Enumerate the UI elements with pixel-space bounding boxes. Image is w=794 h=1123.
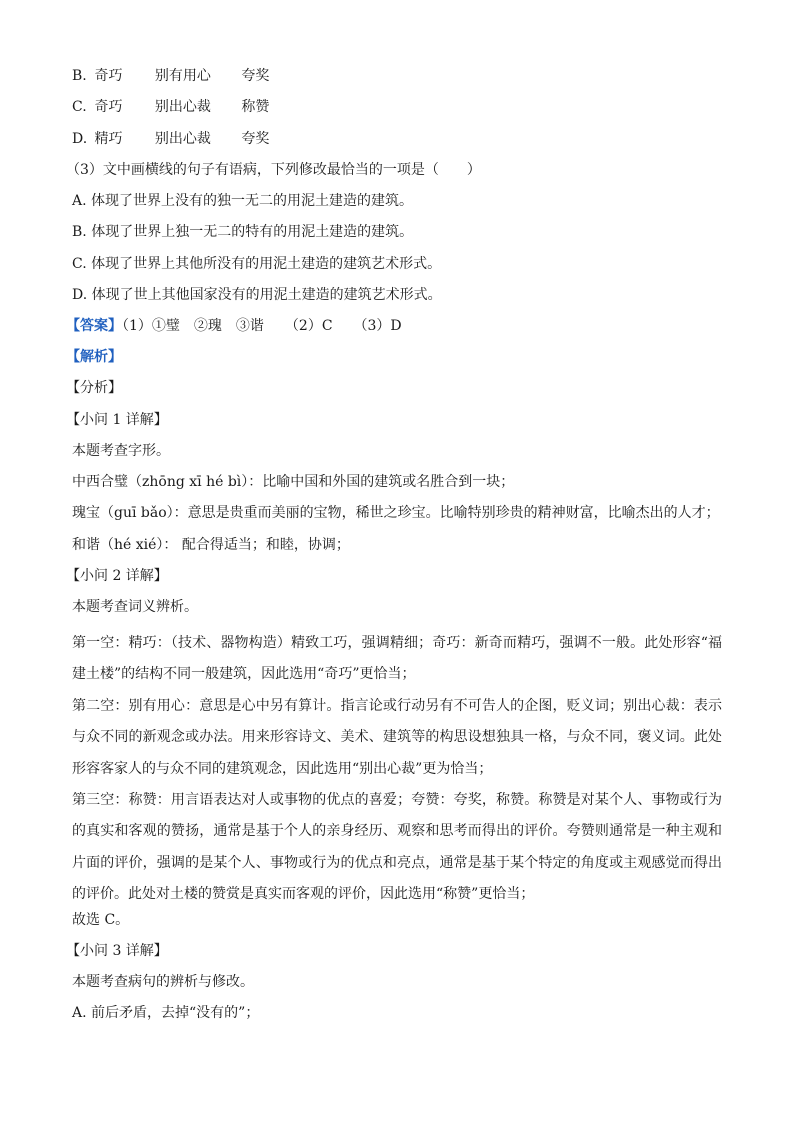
sub3-option-a: A. 前后矛盾，去掉“没有的”；	[72, 1005, 260, 1021]
question-3-stem: （3）文中画横线的句子有语病，下列修改最恰当的一项是（ ）	[66, 162, 481, 178]
option-word-1: 奇巧	[94, 68, 123, 84]
option-word-1: 奇巧	[94, 99, 123, 115]
option-word-2: 别出心裁	[154, 131, 211, 147]
sub3-heading: 【小问 3 详解】	[66, 943, 168, 959]
sub3-intro: 本题考查病句的辨析与修改。	[72, 974, 254, 990]
answer-tag: 【答案】	[66, 318, 122, 334]
option-letter: B.	[72, 68, 87, 84]
fenxi-heading: 【分析】	[66, 380, 122, 396]
sub2-intro: 本题考查词义辨析。	[72, 599, 198, 615]
sub1-heading: 【小问 1 详解】	[66, 412, 168, 428]
option-word-1: 精巧	[94, 131, 123, 147]
sub2-heading: 【小问 2 详解】	[66, 568, 168, 584]
sub1-line-1: 中西合璧（zhōng xī hé bì）：比喻中国和外国的建筑或名胜合到一块；	[72, 474, 515, 490]
q3-option-a: A. 体现了世界上没有的独一无二的用泥土建造的建筑。	[72, 193, 414, 209]
option-word-3: 夸奖	[241, 68, 270, 84]
sub1-line-3: 和谐（hé xié）： 配合得适当；和睦，协调；	[72, 537, 350, 553]
sub2-conclusion: 故选 C。	[72, 912, 130, 928]
sub2-paragraph-3: 第三空：称赞：用言语表达对人或事物的优点的喜爱；夸赞：夸奖，称赞。称赞是对某个人、事物或行为的真实和客观的赞扬，通常是基于个人的亲身经历、观察和思考而得出的评价。夸赞则通常是一种主观和片面的评价，强调的是某个人、事物或行为的优点和亮点，通常是基于某个特定的角度或主观感觉而得出的评价。此处对土楼的赞赏是真实而客观的评价，因此选用“称赞”更恰当；	[72, 792, 722, 902]
q3-option-d: D. 体现了世上其他国家没有的用泥土建造的建筑艺术形式。	[72, 287, 442, 303]
sub1-line-2: 瑰宝（guī bǎo）：意思是贵重而美丽的宝物，稀世之珍宝。比喻特别珍贵的精神财富，比喻杰出的人才；	[72, 505, 720, 521]
option-letter: C.	[72, 99, 87, 115]
q3-option-b: B. 体现了世界上独一无二的特有的用泥土建造的建筑。	[72, 224, 414, 240]
answer-text: （1）①璧 ②瑰 ③谐 （2）C （3）D	[122, 318, 402, 334]
sub2-paragraph-1: 第一空：精巧：（技术、器物构造）精致工巧，强调精细；奇巧：新奇而精巧，强调不一般。此处形容“福建土楼”的结构不同一般建筑，因此选用“奇巧”更恰当；	[72, 635, 722, 683]
option-b-q2	[72, 66, 722, 86]
q3-option-c: C. 体现了世界上其他所没有的用泥土建造的建筑艺术形式。	[72, 256, 442, 272]
answer-line	[66, 316, 716, 336]
jiexi-heading: 【解析】	[66, 349, 122, 365]
option-word-3: 称赞	[241, 99, 270, 115]
option-d-q2	[72, 129, 722, 149]
sub2-paragraph-2: 第二空：别有用心：意思是心中另有算计。指言论或行动另有不可告人的企图，贬义词；别出心裁：表示与众不同的新观念或办法。用来形容诗文、美术、建筑等的构思设想独具一格，与众不同，褒义词。此处形容客家人的与众不同的建筑观念，因此选用“别出心裁”更为恰当；	[72, 698, 722, 777]
sub1-intro: 本题考查字形。	[72, 443, 170, 459]
option-word-2: 别有用心	[154, 68, 211, 84]
option-word-2: 别出心裁	[154, 99, 211, 115]
option-letter: D.	[72, 131, 88, 147]
option-c-q2	[72, 97, 722, 117]
option-word-3: 夸奖	[241, 131, 270, 147]
